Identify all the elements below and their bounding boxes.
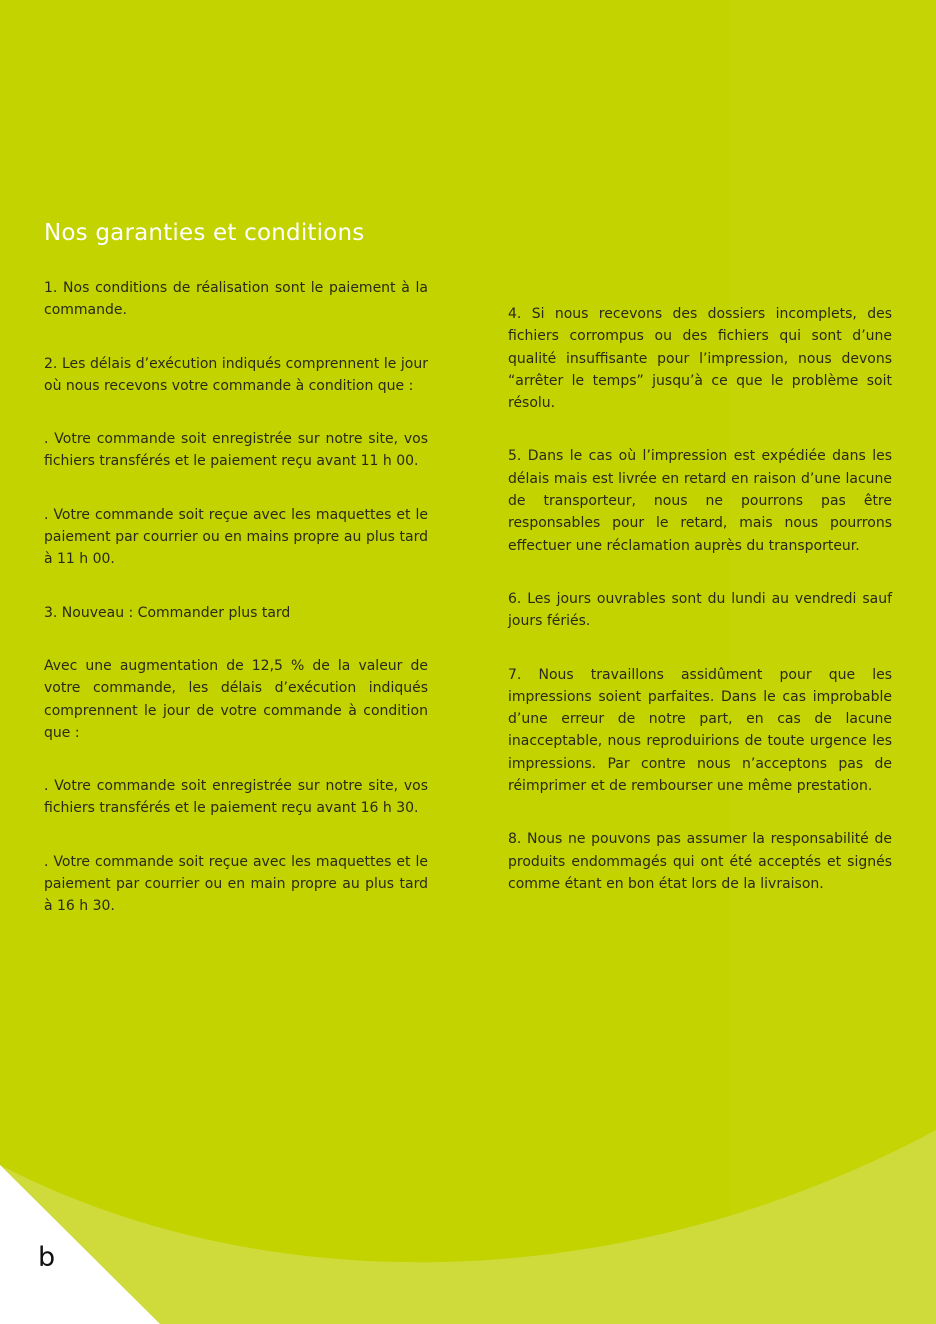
condition-paragraph: 5. Dans le cas où l’impression est expédiée dans les délais mais est livrée en retard en raison d’une lacune de transporteur, nous ne pourrons pas être responsables pour le retard, mais nous pourrons effectuer une réclamation auprès du transporteur. (508, 448, 892, 554)
page-letter: b (38, 1242, 56, 1273)
condition-paragraph: . Votre commande soit enregistrée sur notre site, vos fichiers transférés et le paiement reçu avant 16 h 30. (44, 778, 428, 817)
condition-paragraph: . Votre commande soit reçue avec les maquettes et le paiement par courrier ou en mains propre au plus tard à 11 h 00. (44, 506, 428, 568)
page-title: Nos garanties et conditions (44, 220, 365, 246)
condition-paragraph: 8. Nous ne pouvons pas assumer la responsabilité de produits endommagés qui ont été acceptés et signés comme étant en bon état lors de la livraison. (508, 831, 892, 892)
right-column (508, 303, 892, 926)
left-column (44, 277, 428, 949)
condition-paragraph: 3. Nouveau : Commander plus tard (44, 604, 291, 621)
condition-paragraph: . Votre commande soit reçue avec les maquettes et le paiement par courrier ou en main propre au plus tard à 16 h 30. (44, 853, 428, 915)
condition-paragraph: 2. Les délais d’exécution indiqués comprennent le jour où nous recevons votre commande à condition que : (44, 355, 428, 394)
condition-paragraph: Avec une augmentation de 12,5 % de la valeur de votre commande, les délais d’exécution indiqués comprennent le jour de votre commande à condition que : (44, 657, 428, 741)
condition-paragraph: 7. Nous travaillons assidûment pour que les impressions soient parfaites. Dans le cas improbable d’une erreur de notre part, en cas de lacune inacceptable, nous reproduirions de toute urgence les impressions. Par contre nous n’acceptons pas de réimprimer et de rembourser une même prestation. (508, 666, 892, 795)
condition-paragraph: . Votre commande soit enregistrée sur notre site, vos fichiers transférés et le paiement reçu avant 11 h 00. (44, 431, 428, 470)
condition-paragraph: 6. Les jours ouvrables sont du lundi au vendredi sauf jours fériés. (508, 590, 892, 630)
condition-paragraph: 4. Si nous recevons des dossiers incomplets, des fichiers corrompus ou des fichiers qui sont d’une qualité insuffisante pour l’impression, nous devons “arrêter le temps” jusqu’à ce que le problème soit résolu. (508, 306, 892, 412)
condition-paragraph: 1. Nos conditions de réalisation sont le paiement à la commande. (44, 280, 428, 319)
